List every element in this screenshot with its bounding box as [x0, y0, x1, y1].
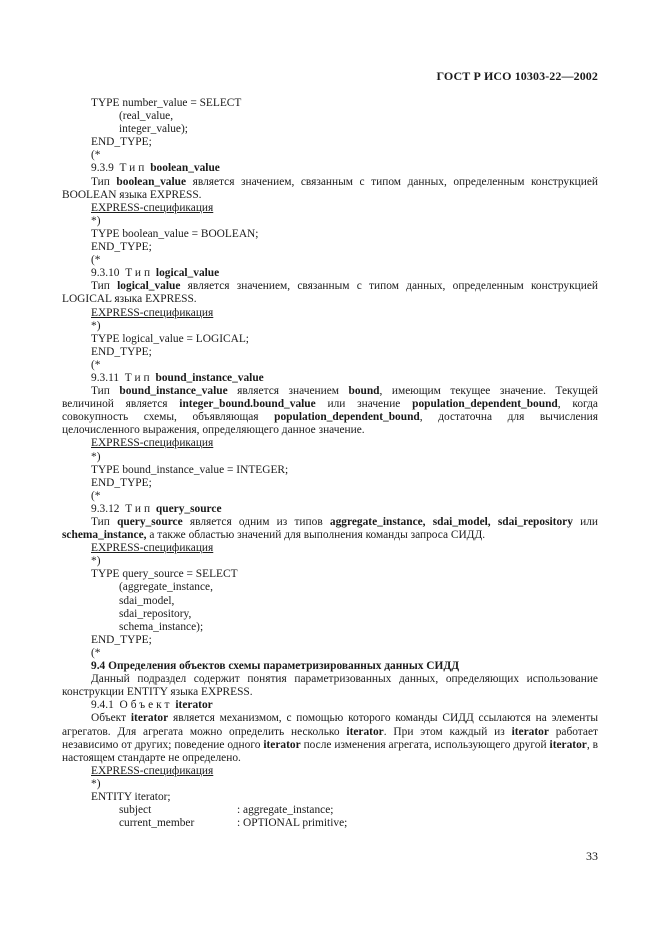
text-run: или: [572, 516, 598, 528]
code-line: [91, 804, 598, 817]
text-run: Тип: [91, 175, 117, 188]
code-line: END_TYPE;: [91, 476, 152, 489]
text-run-bold: population_dependent_bound: [274, 411, 420, 424]
section-heading: [91, 267, 598, 280]
code-line: (*: [91, 254, 101, 267]
section-number: 9.3.12: [91, 502, 120, 515]
code-line: *): [91, 214, 101, 227]
text-run-bold: bound_instance_value: [119, 385, 228, 398]
text-run: Тип: [91, 385, 120, 398]
text-run: является значением, связанным с типом данных, определенным конструкцией BOOLEAN языка EXPRESS.: [62, 175, 598, 201]
text-run-bold: iterator: [263, 738, 301, 751]
section-heading: [91, 372, 598, 385]
code-line: (*: [91, 149, 101, 162]
code-line: sdai_model,: [119, 594, 175, 607]
section-label: Тип: [119, 162, 148, 175]
section-heading: [91, 162, 598, 175]
code-line: (*: [91, 358, 101, 371]
code-line: (*: [91, 489, 101, 502]
section-number: 9.4.1: [91, 699, 114, 712]
code-line: TYPE number_value = SELECT: [91, 97, 242, 109]
code-line: sdai_repository,: [119, 607, 192, 620]
text-run: , когда совокупность схемы, объявляющая: [62, 398, 598, 424]
code-line: (*: [91, 646, 101, 659]
text-run: , в настоящем стандарте не определено.: [62, 738, 598, 764]
code-line: TYPE query_source = SELECT: [91, 568, 238, 581]
code-line: (real_value,: [119, 110, 174, 123]
body-paragraph: [62, 516, 598, 542]
text-run-bold: iterator: [511, 725, 549, 738]
text-run-bold: logical_value: [117, 280, 181, 293]
text-run: работает независимо от других; поведение одного: [62, 725, 598, 751]
section-heading: [91, 699, 598, 712]
text-run: , достаточна для вычисления целочисленного выражения, определяющего данное значение.: [62, 411, 598, 437]
section-name: iterator: [175, 699, 213, 712]
code-line: END_TYPE;: [91, 241, 152, 254]
text-run-bold: bound: [348, 385, 380, 398]
attribute-type: : aggregate_instance;: [237, 804, 334, 817]
text-run: или значение: [315, 398, 413, 411]
code-line: *): [91, 555, 101, 568]
section-number: 9.3.11: [91, 371, 120, 384]
body-paragraph: [62, 385, 598, 437]
section-label: Тип: [125, 267, 154, 280]
page-header: ГОСТ Р ИСО 10303-22—2002: [436, 69, 598, 83]
attribute-type: : OPTIONAL primitive;: [237, 817, 348, 830]
body-paragraph: [62, 712, 598, 764]
section-label: Тип: [125, 502, 154, 515]
attribute-name: subject: [119, 804, 152, 817]
express-spec-label: EXPRESS-спецификация: [91, 306, 214, 319]
code-line: *): [91, 319, 101, 332]
code-line: [91, 817, 598, 830]
section-heading: [91, 503, 598, 516]
text-run: , имеющим текущее значение. Текущей величиной является: [62, 385, 599, 411]
text-run: Объект: [91, 712, 131, 725]
code-line: END_TYPE;: [91, 633, 152, 646]
text-run: Тип: [91, 280, 118, 293]
section-label: Объект: [119, 699, 173, 712]
text-run-bold: iterator: [346, 725, 384, 738]
text-run-bold: integer_bound.bound_value: [179, 398, 316, 411]
section-number: 9.3.9: [91, 162, 114, 175]
page-number: 33: [586, 849, 598, 863]
section-name: bound_instance_value: [155, 371, 264, 384]
section-label: Тип: [124, 371, 153, 384]
express-spec-label: EXPRESS-спецификация: [91, 201, 214, 214]
text-run: . При этом каждый из: [383, 725, 512, 738]
text-run-bold: schema_instance,: [62, 529, 147, 542]
attribute-name: current_member: [119, 817, 195, 830]
text-run-bold: aggregate_instance, sdai_model, sdai_repository: [329, 516, 573, 528]
code-line: TYPE boolean_value = BOOLEAN;: [91, 227, 259, 240]
text-run-bold: iterator: [549, 738, 587, 751]
subsection-heading: 9.4 Определения объектов схемы параметризированных данных СИДД: [91, 660, 460, 673]
text-run: после изменения агрегата, использующего другой: [300, 738, 550, 751]
express-spec-label: EXPRESS-спецификация: [91, 542, 214, 555]
code-line: *): [91, 450, 101, 463]
section-name: logical_value: [155, 267, 220, 280]
code-line: END_TYPE;: [91, 345, 152, 358]
express-spec-label: EXPRESS-спецификация: [91, 437, 214, 450]
code-line: TYPE logical_value = LOGICAL;: [91, 332, 249, 345]
body-paragraph: [62, 280, 598, 306]
text-run-bold: boolean_value: [116, 175, 187, 188]
page-content: [62, 97, 599, 830]
text-run: является механизмом, с помощью которого команды СИДД ссылаются на элементы агрегатов. Для агрегата можно определить несколько: [62, 712, 598, 738]
text-run: а также областью значений для выполнения команды запроса СИДД.: [146, 529, 486, 542]
code-line: TYPE bound_instance_value = INTEGER;: [91, 463, 289, 476]
code-line: ENTITY iterator;: [91, 790, 171, 803]
code-line: schema_instance);: [119, 620, 204, 633]
code-line: END_TYPE;: [91, 136, 152, 149]
text-run: является значением: [227, 385, 349, 398]
code-line: *): [91, 777, 101, 790]
section-number: 9.3.10: [91, 267, 120, 280]
body-paragraph: Данный подраздел содержит понятия параметризованных данных, определяющих использование конструкции ENTITY языка EXPRESS.: [62, 673, 598, 699]
text-run-bold: iterator: [130, 712, 169, 725]
body-paragraph: [62, 176, 598, 202]
code-line: (aggregate_instance,: [119, 581, 213, 594]
text-run: является одним из типов: [182, 516, 330, 528]
text-run-bold: query_source: [117, 516, 183, 528]
code-line: integer_value);: [119, 123, 188, 136]
section-name: boolean_value: [150, 162, 220, 175]
text-run: Тип: [91, 516, 118, 528]
text-run: является значением, связанным с типом данных, определенным конструкцией LOGICAL языка EXPRESS.: [62, 280, 599, 306]
section-name: query_source: [155, 502, 222, 515]
express-spec-label: EXPRESS-спецификация: [91, 764, 214, 777]
text-run-bold: population_dependent_bound: [412, 398, 558, 411]
